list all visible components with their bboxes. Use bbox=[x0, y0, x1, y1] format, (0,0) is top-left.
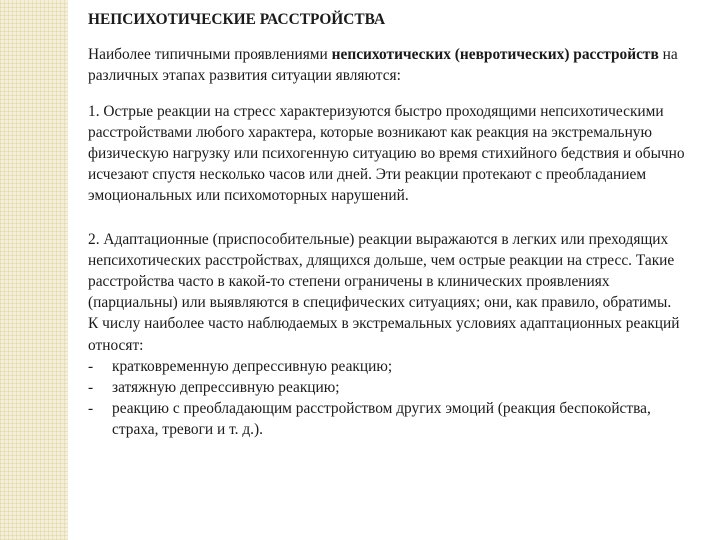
reaction-list bbox=[88, 356, 698, 441]
intro-paragraph bbox=[88, 44, 698, 86]
list-dash: - bbox=[88, 357, 94, 375]
list-item bbox=[88, 377, 698, 398]
list-item-text: реакцию с преобладающим расстройством других эмоций (реакция беспокойства, страха, тревоги и т. д.). bbox=[112, 400, 651, 439]
list-dash: - bbox=[88, 379, 94, 397]
paragraph-adaptation-reactions: 2. Адаптационные (приспособительные) реакции выражаются в легких или преходящих непсихотических расстройствах, длящихся дольше, чем острые реакции на стресс. Такие расстройства часто в какой-то степени ограничены в клинических проявлениях (парциальны) или выявляются в специфических ситуациях; они, как правило, обратимы. bbox=[88, 230, 675, 312]
list-item-text: затяжную депрессивную реакцию; bbox=[112, 379, 340, 397]
intro-bold-term: непсихотических (невротических) расстройств bbox=[331, 46, 659, 64]
slide-content bbox=[88, 9, 698, 441]
intro-text-end: на различных этапах развития ситуации являются: bbox=[88, 46, 678, 85]
page-title: НЕПСИХОТИЧЕСКИЕ РАССТРОЙСТВА bbox=[88, 11, 386, 28]
list-dash: - bbox=[88, 400, 94, 418]
list-item-text: кратковременную депрессивную реакцию; bbox=[112, 357, 393, 375]
list-item bbox=[88, 398, 698, 440]
paragraph-acute-reactions: 1. Острые реакции на стресс характеризуются быстро проходящими непсихотическими расстройствами любого характера, которые возникают как реакция на экстремальную физическую нагрузку или психогенную ситуацию во время стихийного бедствия и обычно исчезают спустя несколько часов или дней. Эти реакции протекают с преобладанием эмоциональных или психомоторных нарушений. bbox=[88, 102, 685, 205]
list-item bbox=[88, 356, 698, 377]
intro-text-start: Наиболее типичными проявлениями bbox=[88, 46, 332, 64]
decorative-side-strip bbox=[0, 0, 68, 540]
paragraph-list-intro: К числу наиболее часто наблюдаемых в экстремальных условиях адаптационных реакций относят: bbox=[88, 315, 680, 354]
